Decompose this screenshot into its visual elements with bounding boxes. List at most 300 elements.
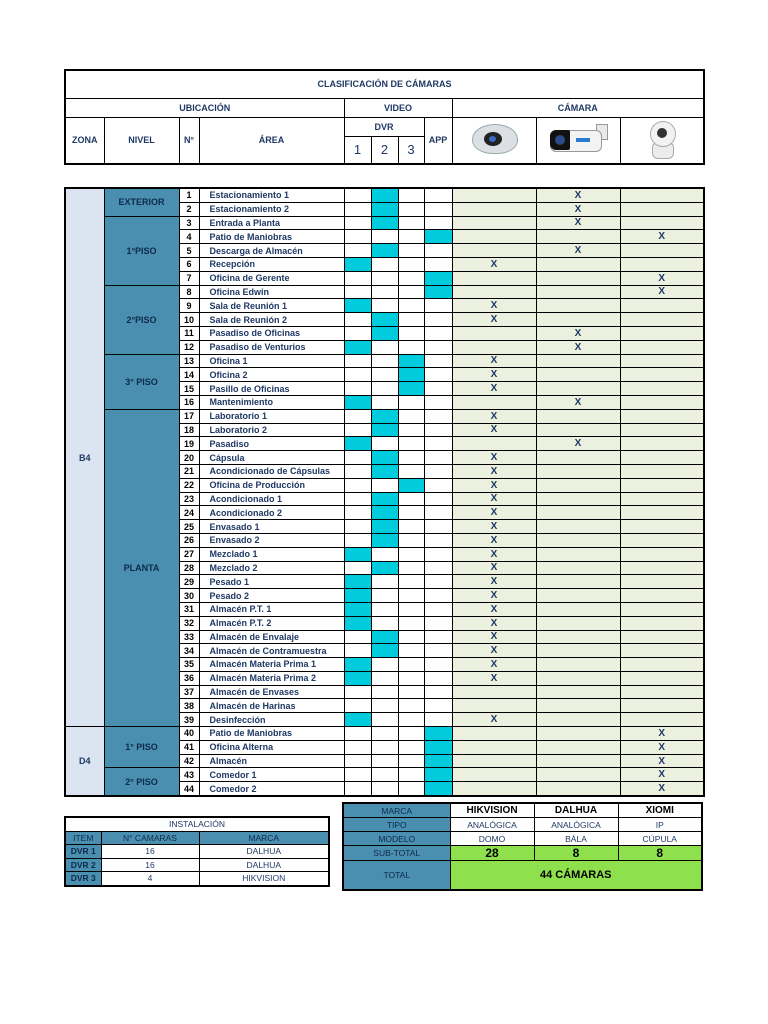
app-cell (424, 313, 452, 327)
page-title: CLASIFICACIÓN DE CÁMARAS (65, 70, 704, 98)
dvr-3-cell (398, 478, 424, 492)
camera-mark-cell (452, 782, 536, 796)
camera-mark-cell (536, 602, 620, 616)
camara-header: CÁMARA (452, 98, 704, 117)
camera-mark-cell: X (452, 257, 536, 271)
dvr-count: 4 (101, 872, 199, 886)
area-name: Sala de Reunión 2 (199, 313, 344, 327)
dvr-2-cell (371, 313, 398, 327)
area-name: Almacén Materia Prima 1 (199, 658, 344, 672)
camera-mark-cell (620, 257, 704, 271)
dvr-1-cell (344, 202, 371, 216)
dvr-1-cell (344, 340, 371, 354)
row-number: 16 (179, 395, 199, 409)
camera-mark-cell: X (536, 216, 620, 230)
table-row (65, 285, 704, 299)
app-cell (424, 782, 452, 796)
row-number: 11 (179, 326, 199, 340)
row-number: 30 (179, 589, 199, 603)
dvr-1-cell (344, 782, 371, 796)
dvr-3-cell (398, 575, 424, 589)
brand-hikvision: HIKVISION (450, 803, 534, 818)
dvr-2-cell (371, 423, 398, 437)
camera-mark-cell (452, 395, 536, 409)
app-cell (424, 602, 452, 616)
area-name: Almacén de Harinas (199, 699, 344, 713)
camera-mark-cell (620, 340, 704, 354)
dvr-1-cell (344, 230, 371, 244)
camera-mark-cell (536, 644, 620, 658)
dvr-3-cell (398, 658, 424, 672)
camera-mark-cell (620, 202, 704, 216)
table-row (65, 409, 704, 423)
camera-mark-cell (620, 685, 704, 699)
dvr-2-cell (371, 451, 398, 465)
app-cell (424, 271, 452, 285)
dvr-2-cell (371, 492, 398, 506)
app-cell (424, 188, 452, 202)
app-cell (424, 299, 452, 313)
row-number: 31 (179, 602, 199, 616)
row-number: 29 (179, 575, 199, 589)
tipo-value: IP (618, 818, 702, 832)
camera-mark-cell (620, 561, 704, 575)
dvr-3-cell (398, 354, 424, 368)
dvr-2-cell (371, 382, 398, 396)
row-number: 25 (179, 520, 199, 534)
nivel-header: NIVEL (104, 117, 179, 164)
dvr-2-cell (371, 727, 398, 741)
app-cell (424, 520, 452, 534)
camera-mark-cell (620, 658, 704, 672)
camera-mark-cell (536, 409, 620, 423)
camera-mark-cell (620, 575, 704, 589)
zona-header: ZONA (65, 117, 104, 164)
row-number: 34 (179, 644, 199, 658)
instalacion-title: INSTALACIÓN (65, 817, 329, 831)
app-cell (424, 699, 452, 713)
dvr-1-cell (344, 671, 371, 685)
table-row (65, 727, 704, 741)
camera-mark-cell (620, 602, 704, 616)
modelo-label: MODELO (343, 832, 450, 846)
row-number: 42 (179, 754, 199, 768)
camera-mark-cell (536, 740, 620, 754)
dvr-2-cell (371, 630, 398, 644)
camera-mark-cell (536, 354, 620, 368)
camera-mark-cell (452, 230, 536, 244)
row-number: 35 (179, 658, 199, 672)
dvr-3-cell (398, 409, 424, 423)
dvr-3-cell (398, 464, 424, 478)
camera-mark-cell (536, 313, 620, 327)
dvr-3-cell (398, 492, 424, 506)
camera-mark-cell (452, 202, 536, 216)
camera-mark-cell (620, 644, 704, 658)
dvr-1-cell (344, 533, 371, 547)
camera-mark-cell (620, 244, 704, 258)
dvr-3-cell (398, 713, 424, 727)
dvr-2-cell (371, 354, 398, 368)
dvr-3-header: 3 (398, 136, 424, 164)
area-name: Acondicionado de Cápsulas (199, 464, 344, 478)
dvr-2-cell (371, 520, 398, 534)
dvr-2-header: 2 (371, 136, 398, 164)
dvr-3-cell (398, 740, 424, 754)
nivel-cell: 2°PISO (104, 285, 179, 354)
camera-mark-cell (620, 368, 704, 382)
row-number: 1 (179, 188, 199, 202)
subtotal-value: 8 (618, 846, 702, 861)
dvr-1-cell (344, 602, 371, 616)
camera-mark-cell: X (452, 506, 536, 520)
dvr-3-cell (398, 589, 424, 603)
dvr-2-cell (371, 368, 398, 382)
row-number: 28 (179, 561, 199, 575)
row-number: 32 (179, 616, 199, 630)
camera-mark-cell: X (452, 589, 536, 603)
dvr-2-cell (371, 685, 398, 699)
camera-mark-cell (620, 492, 704, 506)
camera-mark-cell: X (452, 464, 536, 478)
app-cell (424, 630, 452, 644)
row-number: 12 (179, 340, 199, 354)
dvr-3-cell (398, 782, 424, 796)
dvr-1-cell (344, 326, 371, 340)
camera-mark-cell (536, 616, 620, 630)
dvr-2-cell (371, 533, 398, 547)
camera-mark-cell (452, 271, 536, 285)
camera-mark-cell (536, 451, 620, 465)
camera-mark-cell (536, 368, 620, 382)
dvr-1-cell (344, 616, 371, 630)
row-number: 37 (179, 685, 199, 699)
camera-mark-cell (536, 547, 620, 561)
app-cell (424, 671, 452, 685)
area-header: ÁREA (199, 117, 344, 164)
dvr-2-cell (371, 768, 398, 782)
dvr-3-cell (398, 368, 424, 382)
dvr-1-cell (344, 520, 371, 534)
table-row (65, 768, 704, 782)
dvr-3-cell (398, 299, 424, 313)
camera-mark-cell: X (536, 202, 620, 216)
camera-mark-cell (620, 326, 704, 340)
camera-mark-cell: X (452, 409, 536, 423)
dvr-1-cell (344, 630, 371, 644)
dvr-1-cell (344, 409, 371, 423)
tipo-value: ANALÓGICA (450, 818, 534, 832)
camera-mark-cell (536, 285, 620, 299)
camera-mark-cell: X (452, 492, 536, 506)
row-number: 36 (179, 671, 199, 685)
dvr-count: 16 (101, 845, 199, 859)
camera-mark-cell (536, 699, 620, 713)
camera-mark-cell: X (536, 437, 620, 451)
dvr-3-cell (398, 395, 424, 409)
camera-mark-cell (452, 244, 536, 258)
header-table (64, 69, 705, 165)
area-name: Almacén de Envases (199, 685, 344, 699)
area-name: Estacionamiento 1 (199, 188, 344, 202)
app-cell (424, 727, 452, 741)
camera-mark-cell (452, 188, 536, 202)
dvr-1-cell (344, 658, 371, 672)
camera-mark-cell (536, 658, 620, 672)
dvr-1-cell (344, 506, 371, 520)
camera-mark-cell: X (620, 754, 704, 768)
camera-mark-cell (620, 520, 704, 534)
dvr-1-cell (344, 382, 371, 396)
camera-mark-cell (536, 630, 620, 644)
dvr-1-cell (344, 575, 371, 589)
dvr-1-cell (344, 313, 371, 327)
camera-mark-cell (452, 340, 536, 354)
camera-mark-cell (620, 299, 704, 313)
app-cell (424, 423, 452, 437)
camera-mark-cell: X (452, 547, 536, 561)
area-name: Recepción (199, 257, 344, 271)
camera-mark-cell: X (452, 658, 536, 672)
camera-mark-cell: X (452, 602, 536, 616)
dvr-3-cell (398, 561, 424, 575)
camera-mark-cell: X (452, 299, 536, 313)
bullet-camera-icon (546, 124, 610, 154)
camera-mark-cell: X (620, 782, 704, 796)
cupula-camera-cell (620, 117, 704, 164)
app-cell (424, 754, 452, 768)
camera-mark-cell (536, 561, 620, 575)
camera-mark-cell: X (536, 326, 620, 340)
dvr-3-cell (398, 506, 424, 520)
dvr-1-cell (344, 685, 371, 699)
camera-mark-cell (620, 437, 704, 451)
row-number: 6 (179, 257, 199, 271)
brand-dalhua: DALHUA (534, 803, 618, 818)
app-cell (424, 451, 452, 465)
dvr-2-cell (371, 754, 398, 768)
camera-mark-cell: X (452, 616, 536, 630)
camera-mark-cell (620, 451, 704, 465)
camera-mark-cell: X (452, 423, 536, 437)
app-cell (424, 547, 452, 561)
area-name: Pesado 1 (199, 575, 344, 589)
dvr-2-cell (371, 602, 398, 616)
camera-mark-cell (452, 326, 536, 340)
dvr-2-cell (371, 340, 398, 354)
app-cell (424, 768, 452, 782)
camera-mark-cell (452, 285, 536, 299)
row-number: 7 (179, 271, 199, 285)
camera-mark-cell (620, 699, 704, 713)
dvr-2-cell (371, 271, 398, 285)
camera-mark-cell (620, 478, 704, 492)
zona-cell: B4 (65, 188, 104, 727)
nivel-cell: 2° PISO (104, 768, 179, 796)
dvr-2-cell (371, 740, 398, 754)
zona-cell: D4 (65, 727, 104, 796)
row-number: 23 (179, 492, 199, 506)
row-number: 38 (179, 699, 199, 713)
row-number: 24 (179, 506, 199, 520)
camera-mark-cell (536, 520, 620, 534)
dvr-3-cell (398, 244, 424, 258)
bullet-camera-cell (536, 117, 620, 164)
app-cell (424, 437, 452, 451)
camera-mark-cell (620, 423, 704, 437)
camera-mark-cell: X (452, 713, 536, 727)
app-header: APP (424, 117, 452, 164)
dvr-1-cell (344, 644, 371, 658)
dvr-1-cell (344, 589, 371, 603)
area-name: Oficina de Producción (199, 478, 344, 492)
app-cell (424, 589, 452, 603)
dvr-3-cell (398, 644, 424, 658)
camera-mark-cell (620, 409, 704, 423)
app-cell (424, 685, 452, 699)
camera-mark-cell: X (452, 451, 536, 465)
dvr-3-cell (398, 671, 424, 685)
row-number: 18 (179, 423, 199, 437)
camera-mark-cell (536, 575, 620, 589)
camera-mark-cell: X (452, 354, 536, 368)
area-name: Pasillo de Oficinas (199, 382, 344, 396)
camera-mark-cell: X (620, 727, 704, 741)
app-cell (424, 658, 452, 672)
app-cell (424, 478, 452, 492)
instalacion-table (64, 816, 330, 887)
camera-mark-cell: X (620, 285, 704, 299)
dvr-1-cell (344, 216, 371, 230)
area-name: Oficina 1 (199, 354, 344, 368)
camera-mark-cell (452, 768, 536, 782)
area-name: Oficina 2 (199, 368, 344, 382)
subtotal-value: 8 (534, 846, 618, 861)
dvr-2-cell (371, 299, 398, 313)
camera-mark-cell: X (620, 740, 704, 754)
area-name: Almacén de Envalaje (199, 630, 344, 644)
row-number: 13 (179, 354, 199, 368)
nivel-cell: EXTERIOR (104, 188, 179, 216)
dvr-3-cell (398, 340, 424, 354)
dvr-3-cell (398, 754, 424, 768)
dvr-2-cell (371, 671, 398, 685)
row-number: 2 (179, 202, 199, 216)
total-value: 44 CÁMARAS (450, 861, 702, 891)
summary-table (342, 802, 703, 891)
app-cell (424, 492, 452, 506)
marca-label: MARCA (343, 803, 450, 818)
dvr-2-cell (371, 478, 398, 492)
dvr-2-cell (371, 616, 398, 630)
camera-mark-cell (536, 464, 620, 478)
area-name: Estacionamiento 2 (199, 202, 344, 216)
camera-mark-cell: X (452, 575, 536, 589)
area-name: Pasadiso de Venturios (199, 340, 344, 354)
camera-mark-cell (620, 616, 704, 630)
camera-mark-cell (536, 589, 620, 603)
area-name: Cápsula (199, 451, 344, 465)
area-name: Comedor 2 (199, 782, 344, 796)
camera-mark-cell (620, 589, 704, 603)
camera-mark-cell: X (452, 313, 536, 327)
camera-mark-cell (536, 685, 620, 699)
dvr-3-cell (398, 451, 424, 465)
row-number: 26 (179, 533, 199, 547)
dvr-3-cell (398, 202, 424, 216)
dvr-2-cell (371, 216, 398, 230)
app-cell (424, 533, 452, 547)
dvr-3-cell (398, 699, 424, 713)
area-name: Mezclado 2 (199, 561, 344, 575)
row-number: 20 (179, 451, 199, 465)
camera-mark-cell (620, 506, 704, 520)
app-cell (424, 575, 452, 589)
dvr-1-cell (344, 699, 371, 713)
app-cell (424, 740, 452, 754)
camera-mark-cell: X (452, 533, 536, 547)
row-number: 27 (179, 547, 199, 561)
camera-mark-cell (620, 216, 704, 230)
app-cell (424, 257, 452, 271)
camera-mark-cell (620, 533, 704, 547)
dvr-3-cell (398, 230, 424, 244)
area-name: Acondicionado 2 (199, 506, 344, 520)
camera-mark-cell (536, 768, 620, 782)
camera-mark-cell (620, 395, 704, 409)
camera-mark-cell (536, 727, 620, 741)
row-number: 17 (179, 409, 199, 423)
dvr-3-cell (398, 602, 424, 616)
area-name: Desinfección (199, 713, 344, 727)
dvr-3-cell (398, 616, 424, 630)
area-name: Sala de Reunión 1 (199, 299, 344, 313)
dvr-3-cell (398, 437, 424, 451)
camera-mark-cell: X (452, 644, 536, 658)
dvr-header: DVR (344, 117, 424, 136)
camera-mark-cell (536, 271, 620, 285)
app-cell (424, 409, 452, 423)
camera-mark-cell (452, 727, 536, 741)
camera-mark-cell: X (536, 188, 620, 202)
app-cell (424, 230, 452, 244)
dvr-1-cell (344, 768, 371, 782)
camera-mark-cell: X (452, 382, 536, 396)
area-name: Almacén P.T. 1 (199, 602, 344, 616)
row-number: 19 (179, 437, 199, 451)
dvr-1-cell (344, 492, 371, 506)
row-number: 10 (179, 313, 199, 327)
row-number: 22 (179, 478, 199, 492)
dvr-2-cell (371, 644, 398, 658)
tipo-value: ANALÓGICA (534, 818, 618, 832)
area-name: Pasadiso de Oficinas (199, 326, 344, 340)
camera-mark-cell (620, 671, 704, 685)
area-name: Mantenimiento (199, 395, 344, 409)
dvr-3-cell (398, 382, 424, 396)
dvr-1-cell (344, 727, 371, 741)
dvr-2-cell (371, 409, 398, 423)
dvr-3-cell (398, 313, 424, 327)
camera-mark-cell (536, 257, 620, 271)
camera-mark-cell (536, 754, 620, 768)
table-row (65, 216, 704, 230)
video-header: VIDEO (344, 98, 452, 117)
dvr-3-cell (398, 533, 424, 547)
area-name: Patio de Maniobras (199, 230, 344, 244)
row-number: 8 (179, 285, 199, 299)
dvr-1-cell (344, 271, 371, 285)
